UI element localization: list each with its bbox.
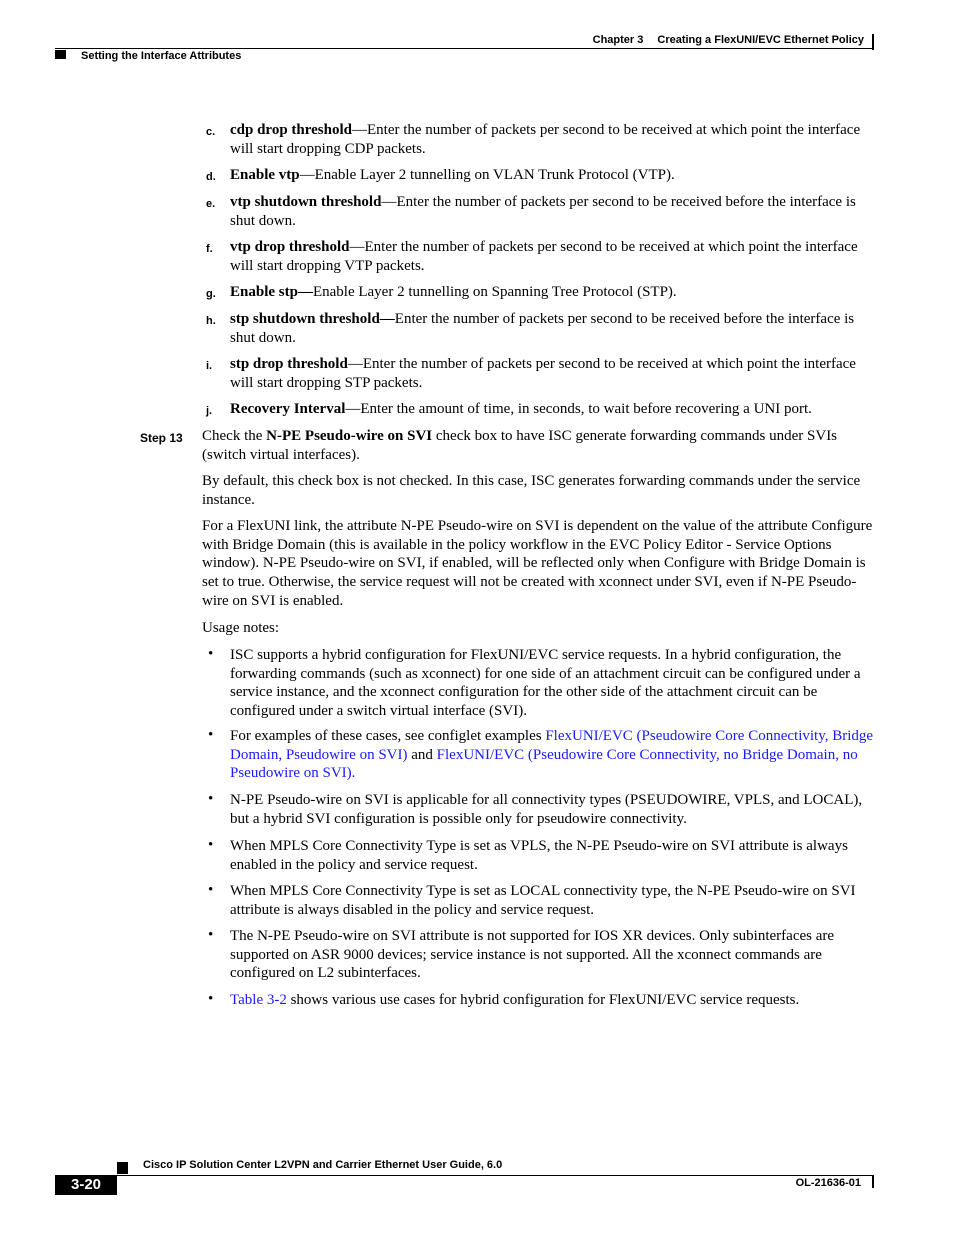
substep-letter: e. <box>206 198 216 210</box>
bullet-item <box>230 991 874 1010</box>
step-13-text <box>202 427 874 464</box>
substep-item <box>230 166 874 185</box>
paragraph-default: By default, this check box is not checked. In this case, ISC generates forwarding commands under the service instance. <box>202 473 861 508</box>
substep-item <box>230 121 874 158</box>
bullet-text: For examples of these cases, see configlet examples <box>230 728 546 744</box>
substep-term: Recovery Interval <box>230 401 346 417</box>
bullet-item: The N-PE Pseudo-wire on SVI attribute is not supported for IOS XR devices. Only subinterfaces are supported on ASR 9000 devices; service instance is not supported. All the xconnect commands are configured on L2 subinterfaces. <box>230 928 835 982</box>
bullet-mark: • <box>208 927 214 943</box>
bullet-text: and <box>407 746 437 763</box>
substep-text: —Enter the amount of time, in seconds, to wait before recovering a UNI port. <box>345 401 812 417</box>
substep-text: Enter the number of packets per second to be received before the interface is shut down. <box>230 311 855 346</box>
substep-letter: h. <box>206 315 216 327</box>
substep-term: vtp drop threshold <box>230 239 350 255</box>
substep-letter: c. <box>206 126 216 138</box>
step-13-post: check box to have ISC generate forwarding commands under SVIs (switch virtual interfaces). <box>202 428 838 463</box>
substep-letter: j. <box>206 405 213 417</box>
substep-letter: d. <box>206 171 216 183</box>
substep-letter: i. <box>206 360 213 372</box>
footer-block <box>117 1162 128 1174</box>
configlet-link-with-bridge-domain[interactable]: FlexUNI/EVC (Pseudowire Core Connectivity, Bridge Domain, Pseudowire on SVI) <box>230 728 874 763</box>
bullet-item <box>230 727 874 783</box>
substep-letter: f. <box>206 243 213 255</box>
document-id: OL-21636-01 <box>795 1177 861 1189</box>
substep-item <box>230 193 874 230</box>
substep-item <box>230 310 874 347</box>
table-link[interactable]: Table 3-2 <box>230 992 287 1008</box>
paragraph-flexuni: For a FlexUNI link, the attribute N-PE Pseudo-wire on SVI is dependent on the value of the attribute Configure with Bridge Domain (this is available in the policy workflow in the EVC Policy Editor - Service Options window). N-PE Pseudo-wire on SVI, if enabled, will be reflected only when Configure with Bridge Domain is set to true. Otherwise, the service request will not be created with xconnect under SVI, even if N-PE Pseudo-wire on SVI is enabled. <box>202 518 873 609</box>
step-label: Step 13 <box>140 431 183 445</box>
substep-text: —Enable Layer 2 tunnelling on VLAN Trunk Protocol (VTP). <box>299 167 675 183</box>
substep-term: cdp drop threshold <box>230 122 352 138</box>
bullet-mark: • <box>208 646 214 662</box>
bullet-item: ISC supports a hybrid configuration for FlexUNI/EVC service requests. In a hybrid configuration, the forwarding commands (such as xconnect) for one side of an attachment circuit can be configured under a service instance, and the xconnect configuration for the other side of the attachment circuit can be configured under a switch virtual interface (SVI). <box>230 647 861 720</box>
substep-text: —Enter the number of packets per second to be received before the interface is shut down. <box>230 194 856 229</box>
page-number: 3-20 <box>55 1175 117 1195</box>
chapter-number: Chapter 3 <box>592 34 644 46</box>
substep-letter: g. <box>206 288 216 300</box>
substep-text: —Enter the number of packets per second to be received at which point the interface will start dropping VTP packets. <box>230 239 858 274</box>
substep-term: Enable vtp <box>230 167 300 183</box>
substep-item <box>230 355 874 392</box>
step-13-pre: Check the <box>202 428 267 444</box>
substep-text: Enable Layer 2 tunnelling on Spanning Tree Protocol (STP). <box>312 284 677 300</box>
running-header <box>593 34 864 46</box>
bullet-item: N-PE Pseudo-wire on SVI is applicable for all connectivity types (PSEUDOWIRE, VPLS, and LOCAL), but a hybrid SVI configuration is possible only for pseudowire connectivity. <box>230 792 863 827</box>
substep-item <box>230 238 874 275</box>
bullet-text: shows various use cases for hybrid configuration for FlexUNI/EVC service requests. <box>286 992 800 1008</box>
substep-term: stp drop threshold <box>230 356 348 372</box>
substep-item <box>230 400 874 419</box>
footer-rule <box>117 1175 874 1176</box>
header-rule <box>55 48 874 49</box>
bullet-mark: • <box>208 837 214 853</box>
configlet-link-no-bridge-domain[interactable]: FlexUNI/EVC (Pseudowire Core Connectivity, no Bridge Domain, no Pseudowire on SVI). <box>230 746 858 782</box>
substep-term: stp shutdown threshold— <box>230 311 395 327</box>
substep-item <box>230 283 874 302</box>
footer-vertical-bar <box>872 1175 874 1188</box>
bullet-item: When MPLS Core Connectivity Type is set as LOCAL connectivity type, the N-PE Pseudo-wire on SVI attribute is always disabled in the policy and service request. <box>230 883 856 918</box>
chapter-title: Creating a FlexUNI/EVC Ethernet Policy <box>657 34 864 46</box>
bullet-mark: • <box>208 882 214 898</box>
bullet-mark: • <box>208 727 214 743</box>
bullet-mark: • <box>208 791 214 807</box>
substep-term: Enable stp— <box>230 284 313 300</box>
header-block <box>55 50 66 59</box>
step-13-term: N-PE Pseudo-wire on SVI <box>266 428 433 444</box>
substep-text: —Enter the number of packets per second to be received at which point the interface will start dropping STP packets. <box>230 356 856 391</box>
bullet-item: When MPLS Core Connectivity Type is set as VPLS, the N-PE Pseudo-wire on SVI attribute is always enabled in the policy and service request. <box>230 838 848 873</box>
substep-term: vtp shutdown threshold <box>230 194 382 210</box>
footer-book-title: Cisco IP Solution Center L2VPN and Carrier Ethernet User Guide, 6.0 <box>143 1159 503 1171</box>
paragraph-usage-notes: Usage notes: <box>202 620 280 636</box>
section-title: Setting the Interface Attributes <box>81 50 242 62</box>
bullet-mark: • <box>208 991 214 1007</box>
substep-text: —Enter the number of packets per second to be received at which point the interface will start dropping CDP packets. <box>230 122 861 157</box>
